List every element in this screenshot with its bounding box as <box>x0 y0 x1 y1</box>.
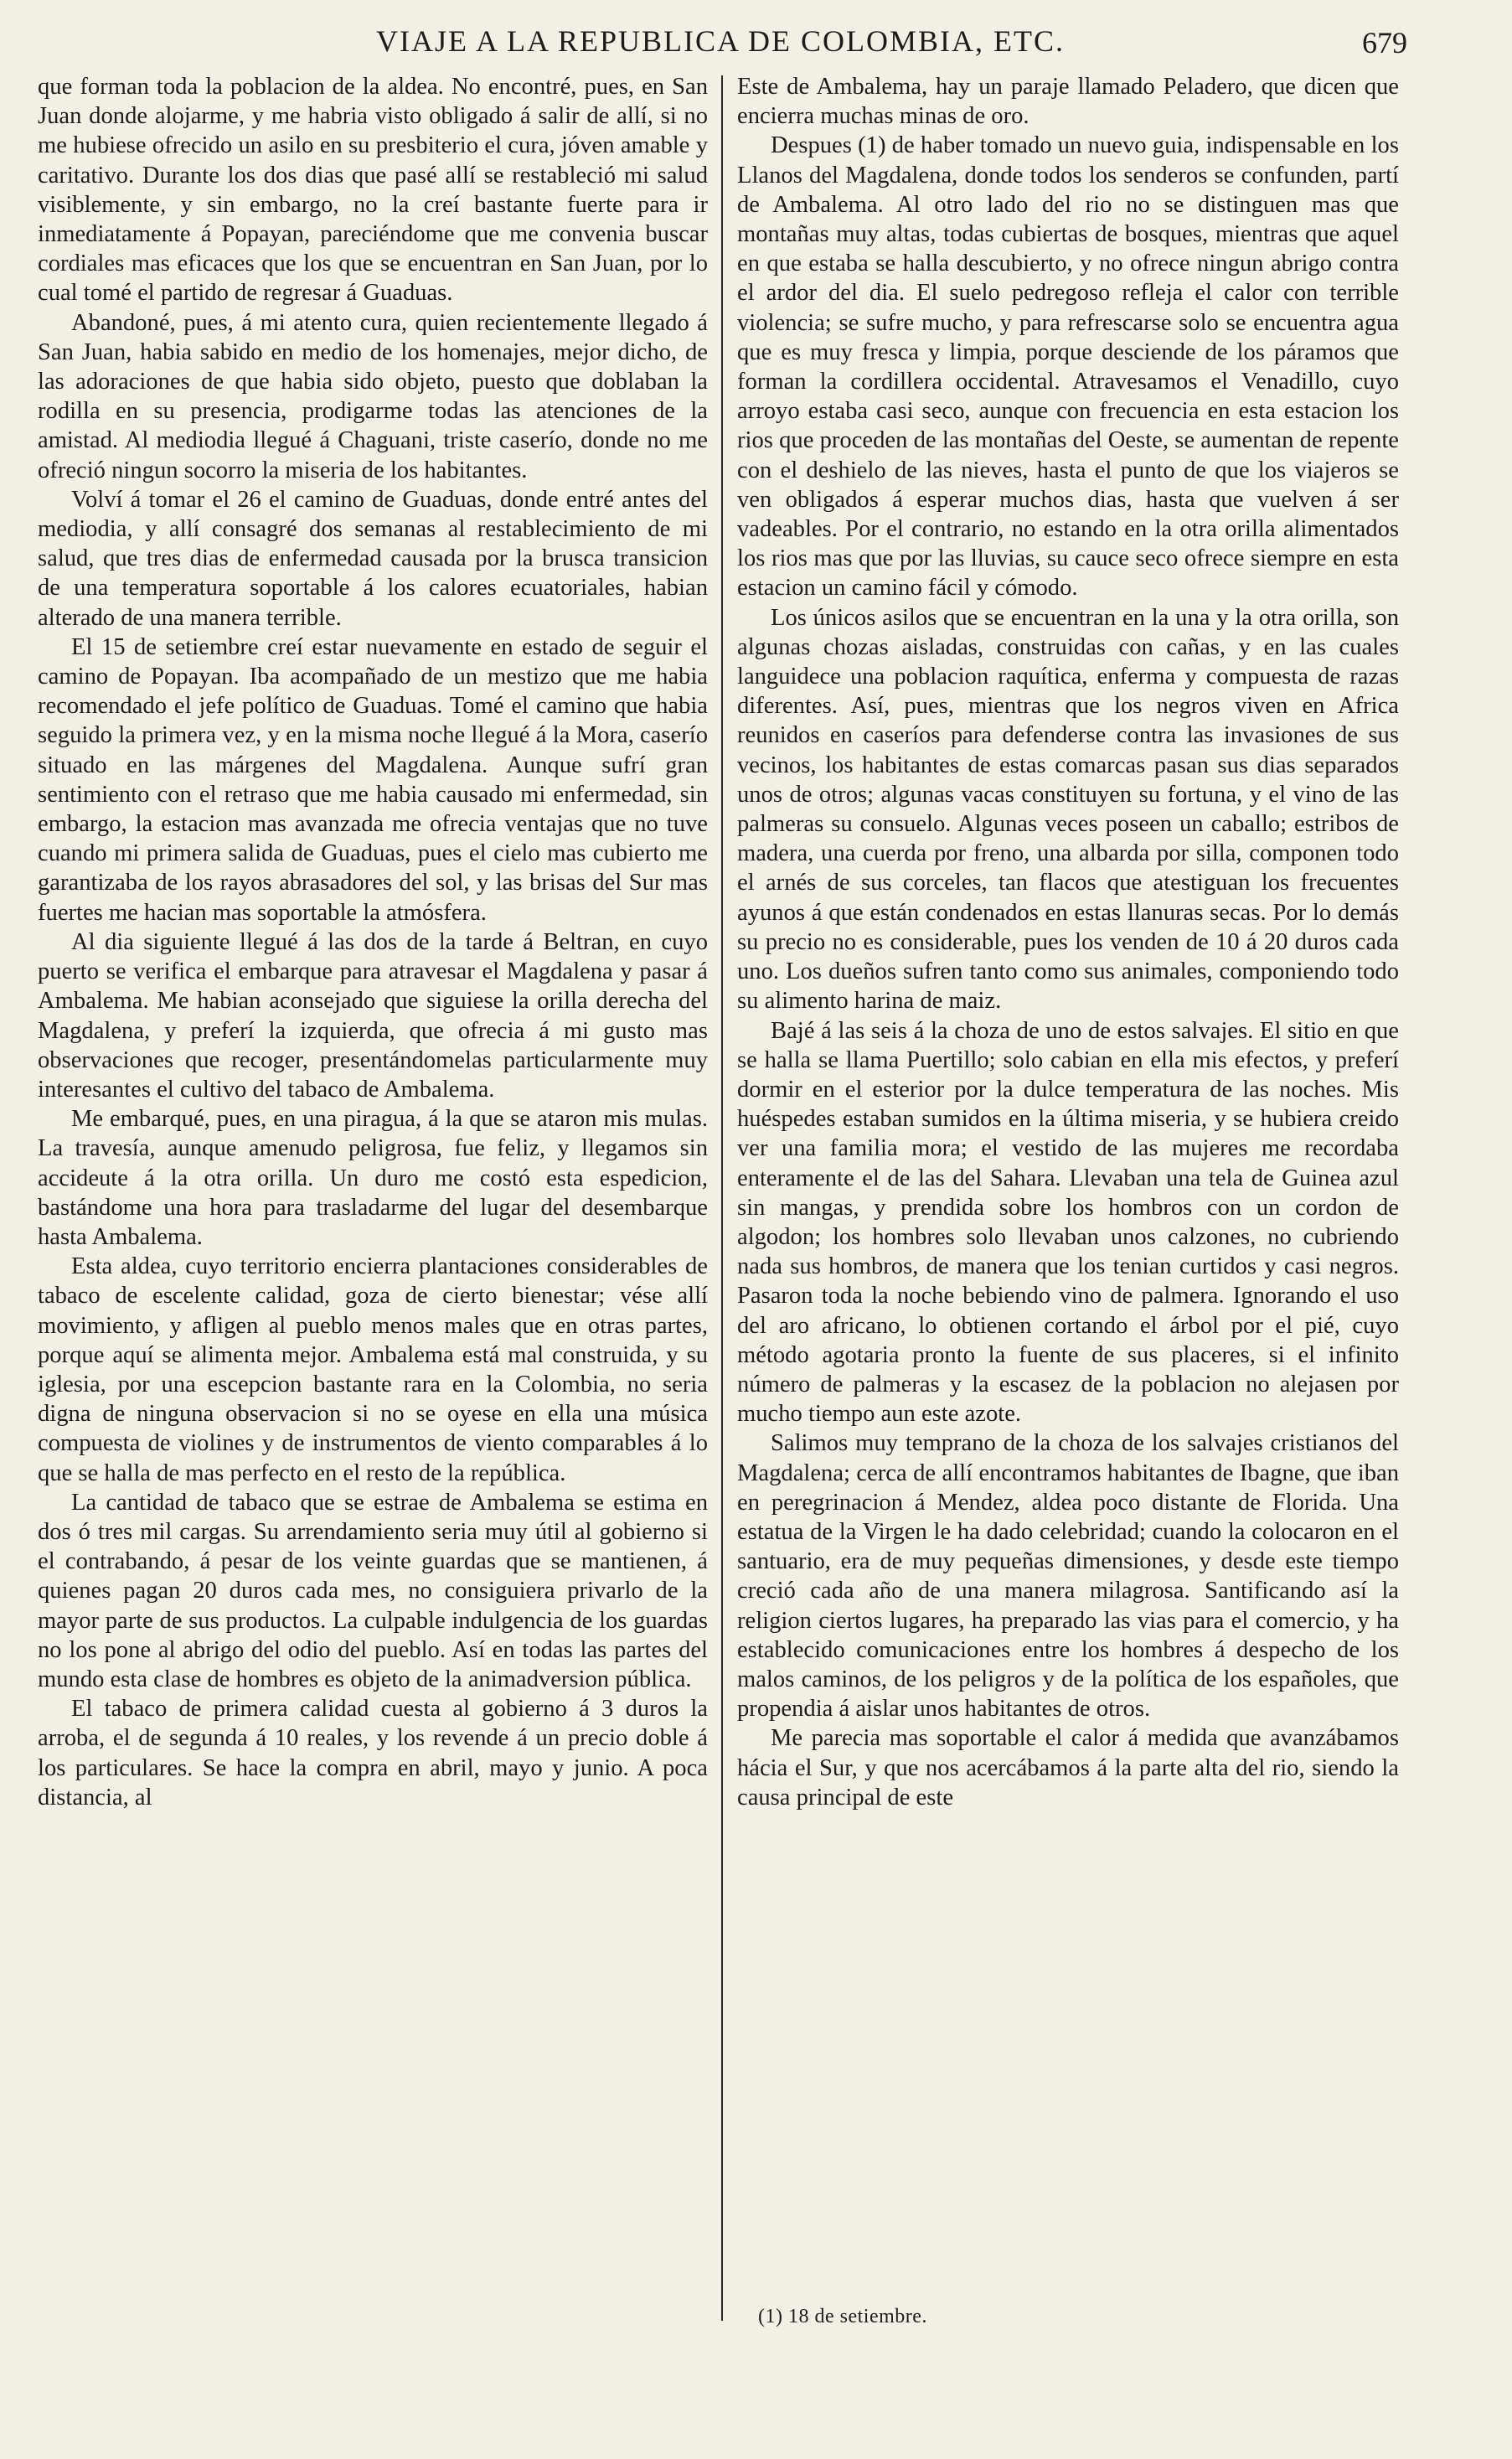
paragraph: Me parecia mas soportable el calor á medida que avanzábamos hácia el Sur, y que nos acercábamos á la parte alta del rio, siendo la causa principal de este <box>737 1725 1399 1811</box>
paragraph: que forman toda la poblacion de la aldea. No encontré, pues, en San Juan donde alojarme, y me habria visto obligado á salir de allí, si no me hubiese ofrecido un asilo en su presbiterio el cura, jóven amable y caritativo. Durante los dos dias que pasé allí se restableció mi salud visiblemente, y sin embargo, no la creí bastante fuerte para ir inmediatamente á Popayan, pareciéndome que me convenia buscar cordiales mas eficaces que los que se encuentran en San Juan, por lo cual tomé el partido de regresar á Guaduas. <box>38 74 708 307</box>
paragraph: Al dia siguiente llegué á las dos de la tarde á Beltran, en cuyo puerto se verifica el embarque para atravesar el Magdalena y pasar á Ambalema. Me habian aconsejado que siguiese la orilla derecha del Magdalena, y preferí la izquierda, que ofrecia á mi gusto mas observaciones que recoger, presentándomelas particularmente muy interesantes el cultivo del tabaco de Ambalema. <box>38 928 708 1103</box>
column-divider <box>721 75 723 2321</box>
paragraph: Bajé á las seis á la choza de uno de estos salvajes. El sitio en que se halla se llama Puertillo; solo cabian en ella mis efectos, y preferí dormir en el esterior por la dulce temperatura de las noches. Mis huéspedes estaban sumidos en la última miseria, y se hubiera creido ver una familia mora; el vestido de las mujeres me recordaba enteramente el de las del Sahara. Llevaban una tela de Guinea azul sin mangas, y prendida sobre los hombros con un cordon de algodon; los hombres solo llevaban unos calzones, no cubriendo nada sus hombros, de manera que los tenian curtidos y casi negros. Pasaron toda la noche bebiendo vino de palmera. Ignorando el uso del aro africano, lo obtienen cortando el árbol por el pié, cuyo método agotaria pronto la fuente de sus placeres, si el infinito número de palmeras y la escasez de la poblacion no alejasen por mucho tiempo aun este azote. <box>737 1017 1399 1428</box>
paragraph: Los únicos asilos que se encuentran en la una y la otra orilla, son algunas chozas aisladas, construidas con cañas, y en las cuales languidece una poblacion raquítica, enferma y compuesta de razas diferentes. Así, pues, mientras que los negros viven en Africa reunidos en caseríos para defenderse contra las invasiones de sus vecinos, los habitantes de estas comarcas pasan sus dias separados unos de otros; algunas vacas constituyen su fortuna, y el vino de las palmeras su consuelo. Algunas veces poseen un caballo; estribos de madera, una cuerda por freno, una albarda por silla, componen todo el arnés de sus corceles, tan flacos que atestiguan los frecuentes ayunos á que están condenados en estas llanuras secas. Por lo demás su precio no es considerable, pues los venden de 10 á 20 duros cada uno. Los dueños sufren tanto como sus animales, componiendo todo su alimento harina de maiz. <box>737 604 1399 1015</box>
paragraph: Esta aldea, cuyo territorio encierra plantaciones considerables de tabaco de escelente calidad, goza de cierto bienestar; vése allí movimiento, y afligen al pueblo menos males que en otras partes, porque aquí se alimenta mejor. Ambalema está mal construida, y su iglesia, por una escepcion bastante rara en la Colombia, no seria digna de ninguna observacion si no se oyese en ella una música compuesta de violines y de instrumentos de viento comparables á lo que se halla de mas perfecto en el resto de la república. <box>38 1253 708 1486</box>
left-column <box>38 72 708 1812</box>
paragraph: Volví á tomar el 26 el camino de Guaduas, donde entré antes del mediodia, y allí consagré dos semanas al restablecimiento de mi salud, que tres dias de enfermedad causada por la brusca transicion de una temperatura soportable á los calores ecuatoriales, habian alterado de una manera terrible. <box>38 486 708 631</box>
paragraph: Me embarqué, pues, en una piragua, á la que se ataron mis mulas. La travesía, aunque amenudo peligrosa, fue feliz, y llegamos sin accideute á la otra orilla. Un duro me costó esta espedicion, bastándome una hora para trasladarme del lugar del desembarque hasta Ambalema. <box>38 1106 708 1250</box>
paragraph: El 15 de setiembre creí estar nuevamente en estado de seguir el camino de Popayan. Iba acompañado de un mestizo que me habia recomendado el jefe político de Guaduas. Tomé el camino que habia seguido la primera vez, y en la misma noche llegué á la Mora, caserío situado en las márgenes del Magdalena. Aunque sufrí gran sentimiento con el retraso que me habia causado mi enfermedad, sin embargo, la estacion mas avanzada me ofrecia ventajas que no tuve cuando mi primera salida de Guaduas, pues el cielo mas cubierto me garantizaba de los rayos abrasadores del sol, y las brisas del Sur mas fuertes me hacian mas soportable la atmósfera. <box>38 633 708 926</box>
paragraph: El tabaco de primera calidad cuesta al gobierno á 3 duros la arroba, el de segunda á 10 reales, y los revende á un precio doble á los particulares. Se hace la compra en abril, mayo y junio. A poca distancia, al <box>38 1696 708 1811</box>
running-title: VIAJE A LA REPUBLICA DE COLOMBIA, ETC. <box>375 24 1066 58</box>
paragraph: La cantidad de tabaco que se estrae de Ambalema se estima en dos ó tres mil cargas. Su arrendamiento seria muy útil al gobierno si el contrabando, á pesar de los veinte guardas que se mantienen, á quienes pagan 20 duros cada mes, no consiguiera privarlo de la mayor parte de sus productos. La culpable indulgencia de los guardas no los pone al abrigo del odio del pueblo. Así en todas las partes del mundo esta clase de hombres es objeto de la animadversion pública. <box>38 1489 708 1692</box>
footnote: (1) 18 de setiembre. <box>758 2306 927 2327</box>
page-header <box>34 23 1407 69</box>
page-number: 679 <box>1362 26 1407 59</box>
right-column <box>737 72 1399 1812</box>
paragraph: Este de Ambalema, hay un paraje llamado Peladero, que dicen que encierra muchas minas de oro. <box>737 74 1399 130</box>
paragraph: Despues (1) de haber tomado un nuevo guia, indispensable en los Llanos del Magdalena, donde todos los senderos se confunden, partí de Ambalema. Al otro lado del rio no se distinguen mas que montañas muy altas, todas cubiertas de bosques, mientras que aquel en que estaba se halla descubierto, y no ofrece ningun abrigo contra el ardor del dia. El suelo pedregoso refleja el calor con terrible violencia; se sufre mucho, y para refrescarse solo se encuentra agua que es muy fresca y limpia, porque desciende de los páramos que forman la cordillera occidental. Atravesamos el Venadillo, cuyo arroyo estaba casi seco, aunque con frecuencia en esta estacion los rios que proceden de las montañas del Oeste, se aumentan de repente con el deshielo de las nieves, hasta el punto de que los viajeros se ven obligados á esperar muchos dias, hasta que vuelven á ser vadeables. Por el contrario, no estando en la otra orilla alimentados los rios mas que por las lluvias, su cauce seco ofrece siempre en esta estacion un camino fácil y cómodo. <box>737 132 1399 602</box>
paragraph: Abandoné, pues, á mi atento cura, quien recientemente llegado á San Juan, habia sabido en medio de los homenajes, mejor dicho, de las adoraciones de que habia sido objeto, puesto que doblaban la rodilla en su presencia, prodigarme todas las atenciones de la amistad. Al mediodia llegué á Chaguani, triste caserío, donde no me ofreció ningun socorro la miseria de los habitantes. <box>38 309 708 483</box>
paragraph: Salimos muy temprano de la choza de los salvajes cristianos del Magdalena; cerca de allí encontramos habitantes de Ibagne, que iban en peregrinacion á Mendez, aldea poco distante de Florida. Una estatua de la Virgen le ha dado celebridad; cuando la colocaron en el santuario, era de muy pequeñas dimensiones, y desde este tiempo creció cada año de una manera milagrosa. Santificando así la religion ciertos lugares, ha preparado las vias para el comercio, y ha establecido comunicaciones entre los hombres á despecho de los malos caminos, de los peligros y de la política de los españoles, que propendia á aislar unos habitantes de otros. <box>737 1430 1399 1723</box>
